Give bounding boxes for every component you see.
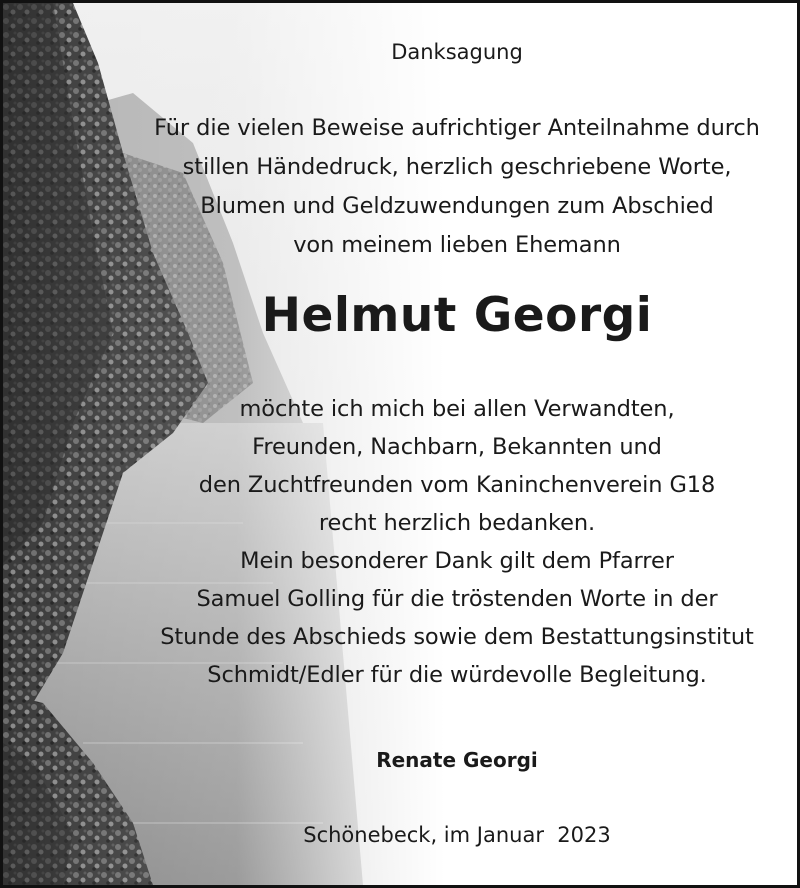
intro-line: Blumen und Geldzuwendungen zum Abschied: [200, 193, 714, 219]
thanks-line: Mein besonderer Dank gilt dem Pfarrer: [240, 548, 674, 574]
place-date: Schönebeck, im Januar 2023: [303, 823, 611, 847]
thanks-line: den Zuchtfreunden vom Kaninchenverein G18: [198, 472, 716, 498]
intro-line: stillen Händedruck, herzlich geschriebene Worte,: [182, 154, 732, 180]
intro-line: von meinem lieben Ehemann: [293, 232, 621, 258]
thanks-line: Schmidt/Edler für die würdevolle Begleitung.: [207, 662, 707, 688]
thanks-line: möchte ich mich bei allen Verwandten,: [239, 396, 675, 422]
thanks-line: recht herzlich bedanken.: [318, 510, 596, 536]
thanks-line: Stunde des Abschieds sowie dem Bestattungsinstitut: [160, 624, 754, 650]
heading: Danksagung: [391, 40, 523, 64]
deceased-name: Helmut Georgi: [261, 288, 653, 343]
thanks-line: Freunden, Nachbarn, Bekannten und: [252, 434, 662, 460]
thanks-line: Samuel Golling für die tröstenden Worte in der: [196, 586, 718, 612]
intro-line: Für die vielen Beweise aufrichtiger Anteilnahme durch: [154, 115, 760, 141]
signature: Renate Georgi: [376, 748, 538, 772]
